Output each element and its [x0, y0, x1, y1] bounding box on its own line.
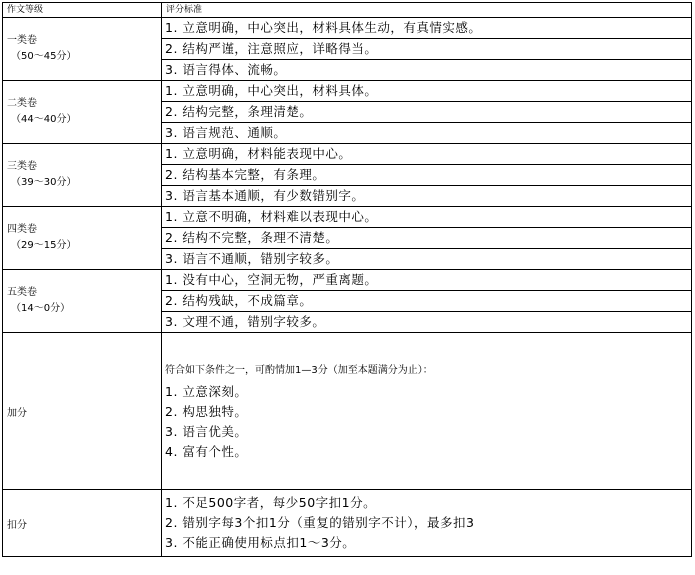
deduct-row [3, 490, 692, 557]
deduct-item: 2. 错别字每3个扣1分（重复的错别字不计），最多扣3 [165, 515, 475, 530]
deduct-cell [162, 490, 692, 557]
grade-range: （29～15分） [11, 240, 77, 251]
grade-name: 四类卷 [7, 224, 37, 235]
bonus-intro: 符合如下条件之一，可酌情加1—3分（加至本题满分为止）： [165, 364, 433, 376]
criterion: 3. 语言不通顺，错别字较多。 [162, 249, 692, 270]
deduct-item: 3. 不能正确使用标点扣1～3分。 [165, 535, 356, 550]
table-row [3, 144, 692, 165]
grade-label-cell [3, 144, 162, 207]
header-grade-level: 作文等级 [3, 3, 162, 18]
criterion: 1. 立意明确，材料能表现中心。 [162, 144, 692, 165]
table-row [3, 207, 692, 228]
criterion: 1. 立意明确，中心突出，材料具体。 [162, 81, 692, 102]
bonus-label: 加分 [3, 333, 162, 490]
table-row [3, 18, 692, 39]
grade-name: 一类卷 [7, 35, 37, 46]
grade-range: （39～30分） [11, 177, 77, 188]
grade-range: （14～0分） [11, 303, 71, 314]
criterion: 2. 结构基本完整，有条理。 [162, 165, 692, 186]
grade-name: 三类卷 [7, 161, 37, 172]
grade-label-cell [3, 18, 162, 81]
grade-label-cell [3, 81, 162, 144]
deduct-label: 扣分 [3, 490, 162, 557]
criterion: 3. 语言基本通顺，有少数错别字。 [162, 186, 692, 207]
header-criteria: 评分标准 [162, 3, 692, 18]
criterion: 2. 结构完整，条理清楚。 [162, 102, 692, 123]
table-header-row [3, 3, 692, 18]
bonus-cell [162, 333, 692, 490]
grade-label-cell [3, 207, 162, 270]
grade-range: （44～40分） [11, 114, 77, 125]
table-row [3, 81, 692, 102]
grade-name: 五类卷 [7, 287, 37, 298]
bonus-row [3, 333, 692, 490]
criterion: 2. 结构不完整，条理不清楚。 [162, 228, 692, 249]
criterion: 1. 立意不明确，材料难以表现中心。 [162, 207, 692, 228]
criterion: 2. 结构残缺，不成篇章。 [162, 291, 692, 312]
bonus-item: 2. 构思独特。 [165, 403, 248, 419]
deduct-item: 1. 不足500字者，每少50字扣1分。 [165, 495, 377, 510]
criterion: 3. 语言规范、通顺。 [162, 123, 692, 144]
bonus-item: 1. 立意深刻。 [165, 383, 248, 399]
grade-label-cell [3, 270, 162, 333]
criterion: 3. 语言得体、流畅。 [162, 60, 692, 81]
grading-table [2, 2, 692, 557]
bonus-item: 4. 富有个性。 [165, 443, 248, 459]
criterion: 1. 没有中心，空洞无物，严重离题。 [162, 270, 692, 291]
bonus-item: 3. 语言优美。 [165, 423, 248, 439]
grading-table-wrapper [2, 2, 692, 572]
grade-name: 二类卷 [7, 98, 37, 109]
criterion: 2. 结构严谨，注意照应，详略得当。 [162, 39, 692, 60]
grade-range: （50～45分） [11, 51, 77, 62]
criterion: 3. 文理不通，错别字较多。 [162, 312, 692, 333]
table-row [3, 270, 692, 291]
criterion: 1. 立意明确，中心突出，材料具体生动，有真情实感。 [162, 18, 692, 39]
